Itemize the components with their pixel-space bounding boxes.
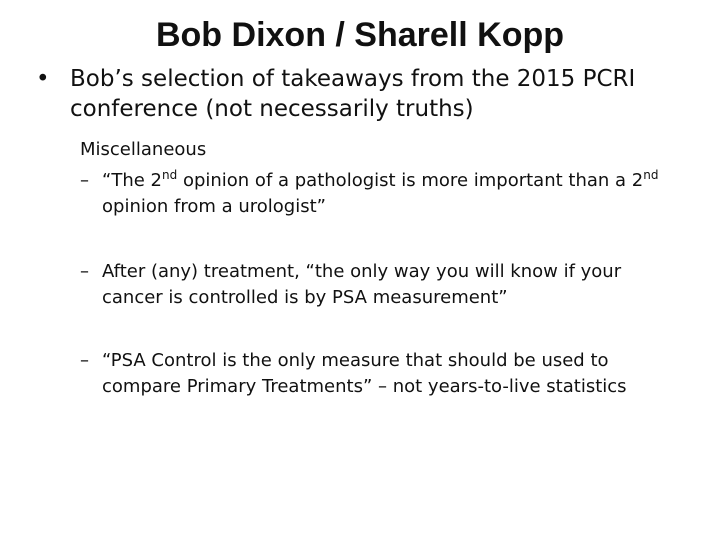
sub-bullet-text: After (any) treatment, “the only way you will know if your cancer is controlled is by PSA measurement” <box>102 261 622 308</box>
sub-bullet-psa-control <box>80 348 660 400</box>
dash-marker: – <box>80 261 89 282</box>
sub-bullet-pathologist-opinion <box>80 168 660 220</box>
text-part: opinion of a pathologist is more important than a 2 <box>177 170 644 191</box>
bullet-dot: • <box>36 66 50 92</box>
dash-marker: – <box>80 350 89 371</box>
slide-title: Bob Dixon / Sharell Kopp <box>155 16 565 54</box>
text-part: opinion from a urologist” <box>102 196 326 217</box>
sub-bullet-psa-measurement <box>80 259 660 311</box>
ordinal-suffix: nd <box>643 168 659 182</box>
dash-marker: – <box>80 170 89 191</box>
main-bullet-text: Bob’s selection of takeaways from the 2015 PCRI conference (not necessarily truths) <box>70 66 636 122</box>
main-bullet <box>36 64 686 124</box>
sub-bullet-text: “PSA Control is the only measure that should be used to compare Primary Treatments” – not years-to-live statistics <box>102 350 627 397</box>
ordinal-suffix: nd <box>161 168 178 182</box>
section-heading: Miscellaneous <box>80 139 207 160</box>
sub-bullet-text <box>102 168 662 220</box>
text-part: “The 2 <box>102 170 162 191</box>
